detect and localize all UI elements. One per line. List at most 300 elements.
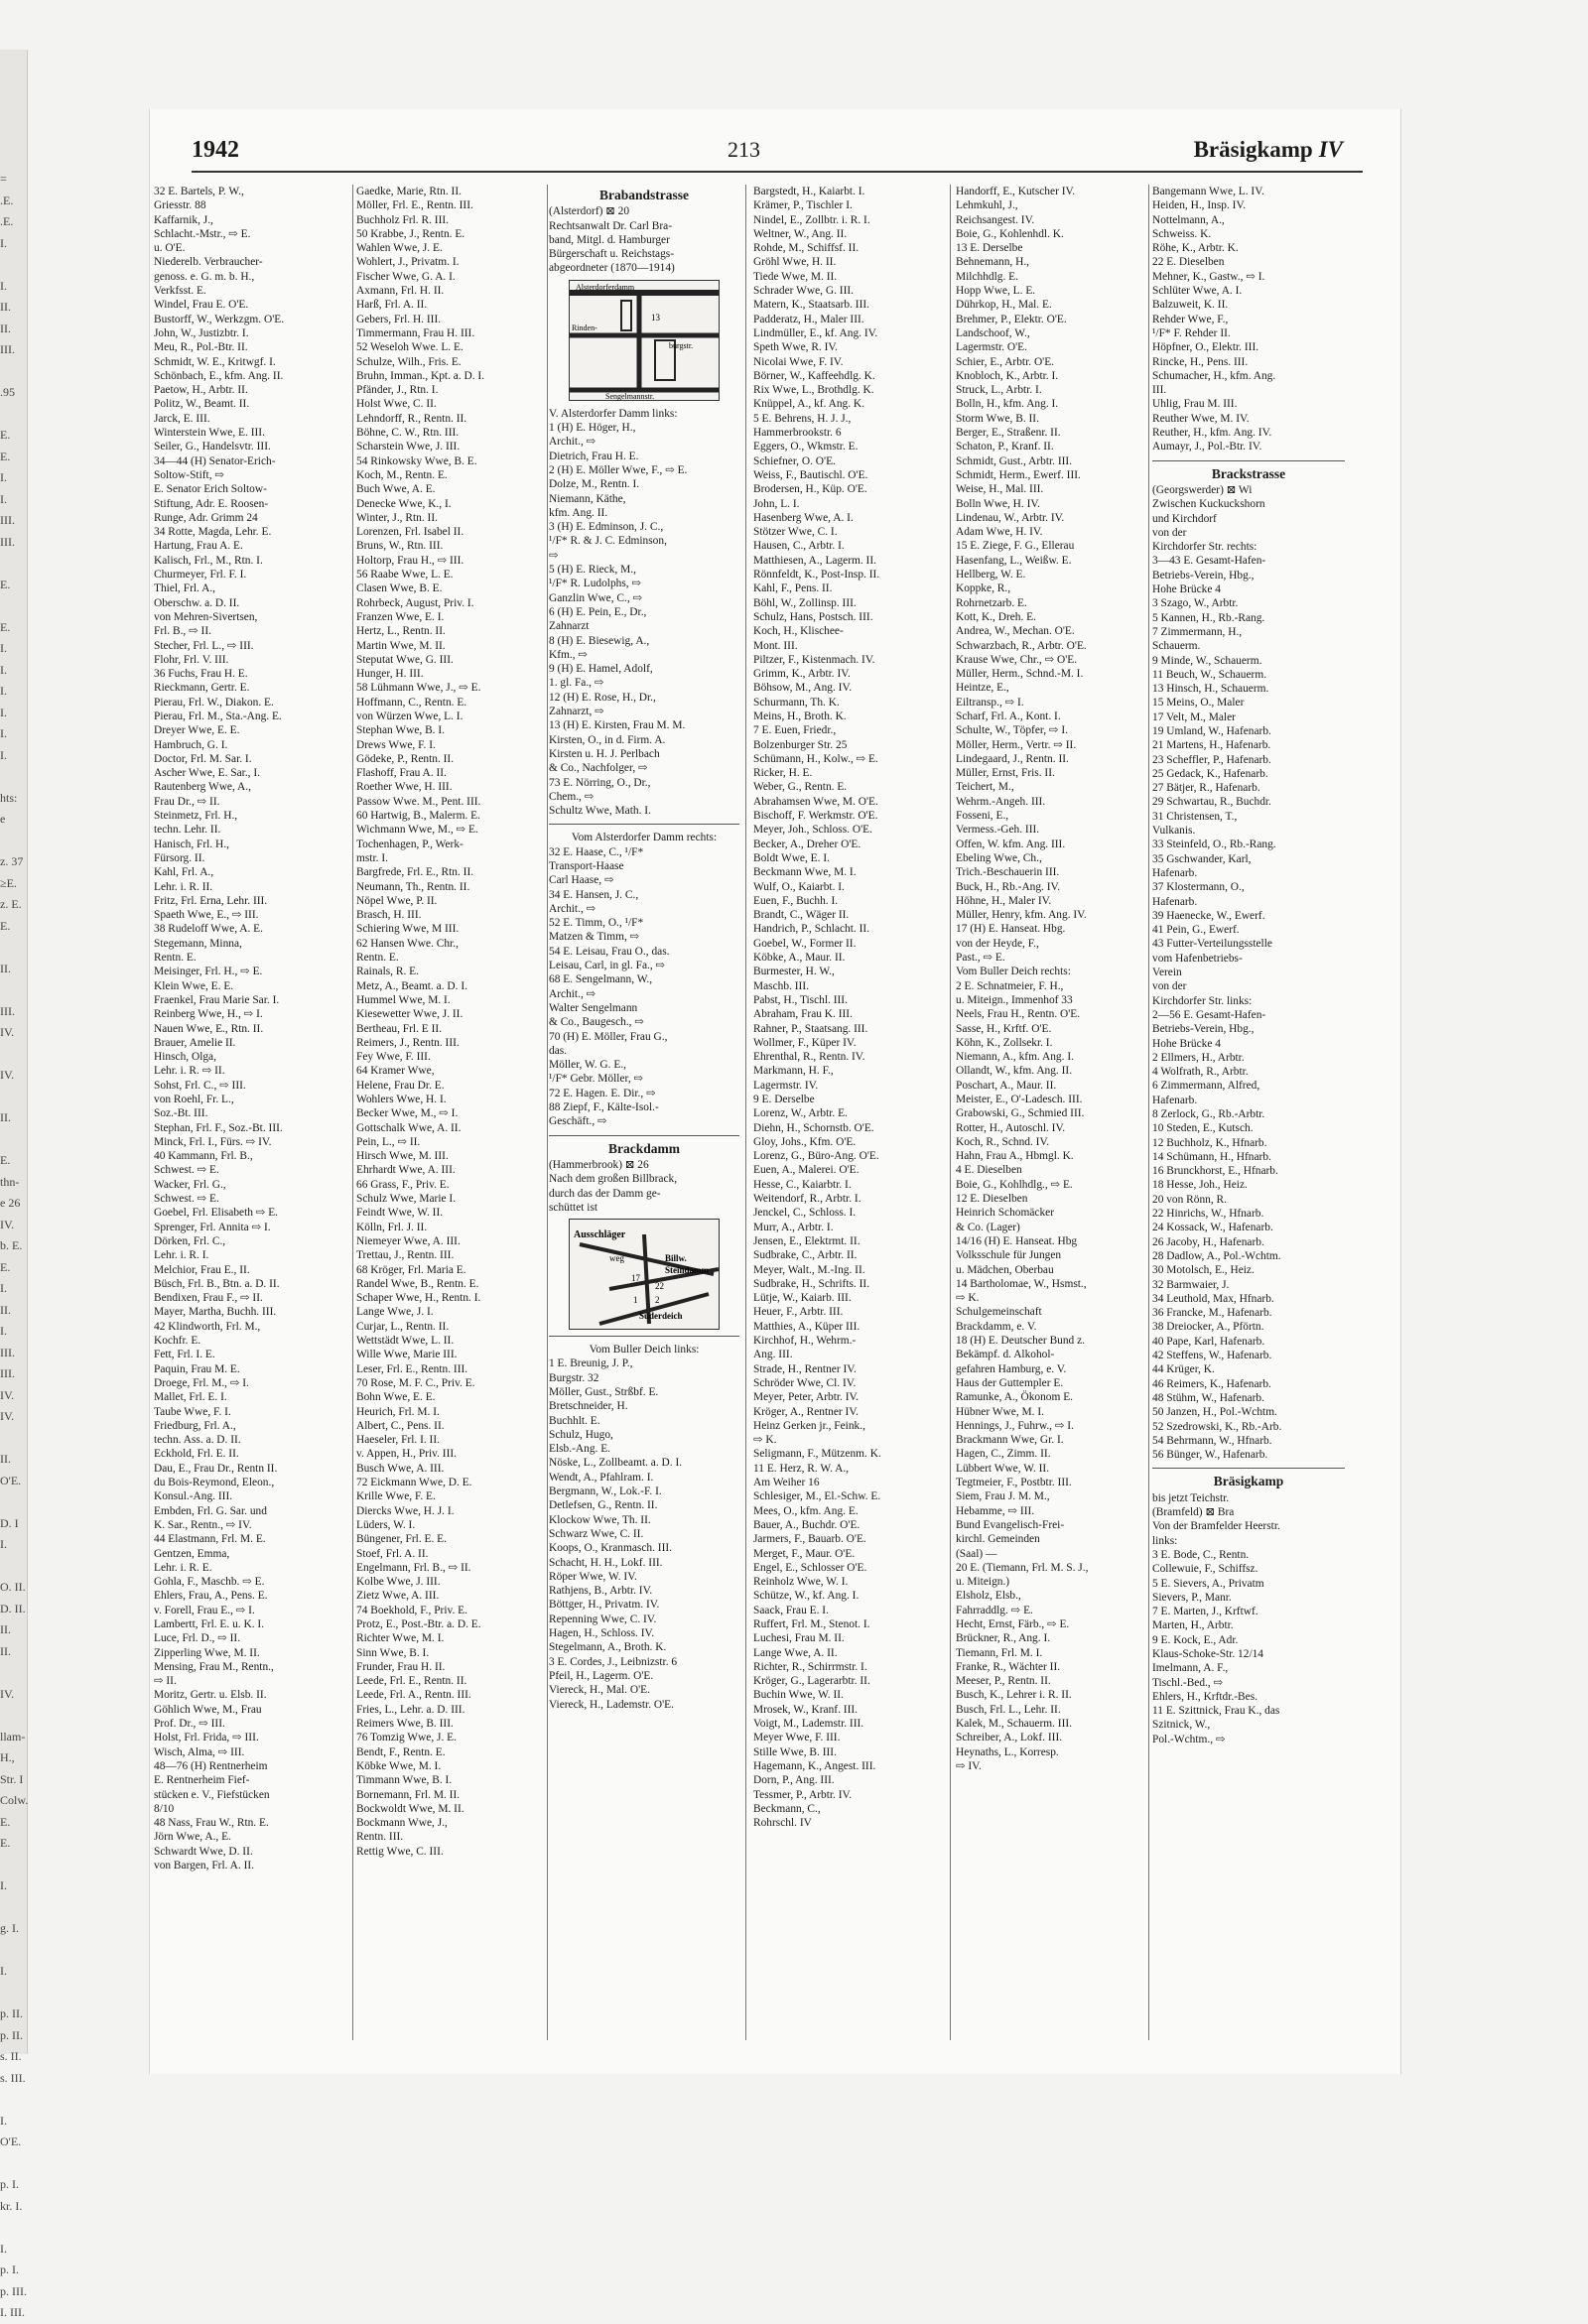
directory-line: Koch, R., Schnd. IV. bbox=[956, 1135, 1050, 1148]
directory-line: Richter, R., Schirrmstr. I. bbox=[753, 1660, 867, 1673]
strip-fragment: II. bbox=[0, 1622, 11, 1636]
directory-line: 68 E. Sengelmann, W., bbox=[549, 973, 653, 986]
directory-line: Sasse, H., Krftf. O'E. bbox=[956, 1022, 1052, 1035]
map-label: burgstr. bbox=[669, 340, 694, 350]
directory-line: Marten, H., Arbtr. bbox=[1152, 1619, 1234, 1632]
directory-line: Viereck, H., Lademstr. O'E. bbox=[549, 1698, 674, 1711]
strip-fragment: ≥E. bbox=[0, 875, 17, 890]
directory-line: durch das der Damm ge- bbox=[549, 1187, 661, 1200]
directory-line: Rieckmann, Gertr. E. bbox=[154, 682, 250, 695]
directory-line: 74 Boekhold, F., Priv. E. bbox=[356, 1604, 467, 1616]
directory-line: Bockwoldt Wwe, M. II. bbox=[356, 1802, 464, 1815]
directory-line: Kirsten, O., in d. Firm. A. bbox=[549, 733, 666, 746]
directory-line: Mehner, K., Gastw., ⇨ I. bbox=[1152, 270, 1265, 283]
directory-line: Past., ⇨ E. bbox=[956, 952, 1005, 965]
directory-line: Schmidt, W. E., Kritwgf. I. bbox=[154, 355, 276, 368]
directory-line: Reichsangest. IV. bbox=[956, 213, 1035, 226]
directory-line: Soz.-Bt. III. bbox=[154, 1107, 208, 1120]
entries bbox=[549, 1356, 739, 1711]
directory-line: Rentn. E. bbox=[356, 952, 399, 965]
directory-line: 1 (H) E. Höger, H., bbox=[549, 422, 636, 435]
directory-line: Boldt Wwe, E. I. bbox=[753, 851, 830, 864]
directory-line: Nöpel Wwe, P. II. bbox=[356, 894, 438, 907]
subsection-title: Vom Alsterdorfer Damm rechts: bbox=[571, 832, 718, 844]
directory-line: Behnemann, H., bbox=[956, 256, 1030, 269]
directory-line: 54 Behrmann, W., Hfnarb. bbox=[1152, 1434, 1272, 1447]
street-map-brackdamm bbox=[569, 1219, 720, 1330]
directory-line: Mensing, Frau M., Rentn., bbox=[154, 1660, 274, 1673]
strip-fragment bbox=[0, 1662, 27, 1684]
map-drawing bbox=[570, 281, 719, 400]
directory-line: kirchl. Gemeinden bbox=[956, 1533, 1040, 1546]
strip-fragment bbox=[0, 979, 27, 1001]
directory-line: Bolln Wwe, H. IV. bbox=[956, 497, 1041, 510]
directory-line: Franzen Wwe, E. I. bbox=[356, 610, 445, 623]
directory-line: Bockmann Wwe, J., bbox=[356, 1817, 448, 1830]
directory-line: ¹/F* F. Rehder II. bbox=[1152, 326, 1231, 339]
directory-line: Weitendorf, R., Arbtr. I. bbox=[753, 1193, 861, 1206]
directory-line: Fett, Frl. I. E. bbox=[154, 1349, 215, 1361]
strip-fragment bbox=[0, 553, 27, 575]
strip-fragment: .E. bbox=[0, 214, 14, 228]
column-2 bbox=[356, 185, 545, 2050]
directory-line: Clasen Wwe, B. E. bbox=[356, 582, 443, 595]
directory-line: Stegelmann, A., Broth. K. bbox=[549, 1641, 667, 1654]
directory-line: Meisinger, Frl. H., ⇨ E. bbox=[154, 966, 263, 978]
directory-line: 9 E. Kock, E., Adr. bbox=[1152, 1633, 1239, 1646]
directory-line: Archit., ⇨ bbox=[549, 902, 596, 915]
strip-fragment: thn- bbox=[0, 1174, 20, 1189]
directory-line: Böhne, C. W., Rtn. III. bbox=[356, 427, 460, 440]
directory-line: Betriebs-Verein, Hbg., bbox=[1152, 569, 1255, 581]
directory-line: 5 (H) E. Rieck, M., bbox=[549, 564, 636, 577]
strip-fragment: O. II. bbox=[0, 1580, 26, 1594]
directory-line: Schulz Wwe, Marie I. bbox=[356, 1193, 457, 1206]
directory-line: Schwarz Wwe, C. II. bbox=[549, 1527, 644, 1540]
strip-fragment bbox=[0, 1983, 27, 2004]
directory-line: Pierau, Frl. W., Diakon. E. bbox=[154, 696, 274, 709]
directory-line: 66 Grass, F., Priv. E. bbox=[356, 1178, 450, 1191]
directory-line: Burmester, H. W., bbox=[753, 966, 835, 978]
directory-line: 44 Krüger, K. bbox=[1152, 1363, 1215, 1376]
directory-line: Stoef, Frl. A. II. bbox=[356, 1547, 429, 1560]
directory-line: Sudbrake, C., Arbtr. II. bbox=[753, 1249, 858, 1262]
strip-fragment: E. bbox=[0, 1814, 11, 1829]
map-label: 22 bbox=[655, 1281, 664, 1292]
directory-line: Müller, Henry, kfm. Ang. IV. bbox=[956, 909, 1087, 922]
directory-line: Fries, L., Lehr. a. D. III. bbox=[356, 1703, 465, 1716]
directory-line: 26 Jacoby, H., Hafenarb. bbox=[1152, 1235, 1264, 1248]
directory-line: 12 Buchholz, K., Hfnarb. bbox=[1152, 1136, 1267, 1149]
strip-fragment bbox=[0, 1705, 27, 1727]
directory-line: Lübbert Wwe, W. II. bbox=[956, 1462, 1050, 1475]
directory-line: Friedburg, Frl. A., bbox=[154, 1419, 236, 1432]
directory-line: Politz, W., Beamt. II. bbox=[154, 398, 250, 411]
directory-line: 43 Futter-Verteilungsstelle bbox=[1152, 938, 1272, 951]
directory-line: Niederelb. Verbraucher- bbox=[154, 256, 263, 269]
directory-line: Wohlert, J., Privatm. I. bbox=[356, 256, 460, 269]
directory-line: Sinn Wwe, B. I. bbox=[356, 1646, 430, 1659]
directory-line: Drews Wwe, F. I. bbox=[356, 738, 436, 751]
directory-line: Ehrenthal, R., Rentn. IV. bbox=[753, 1051, 865, 1064]
directory-line: links: bbox=[1152, 1534, 1178, 1547]
directory-line: Burgstr. 32 bbox=[549, 1371, 599, 1384]
directory-line: Rettig Wwe, C. III. bbox=[356, 1845, 444, 1858]
directory-line: Schwest. ⇨ E. bbox=[154, 1164, 219, 1177]
directory-line: Schiering Wwe, M III. bbox=[356, 923, 460, 936]
column-1 bbox=[154, 185, 348, 2050]
strip-fragment bbox=[0, 1855, 27, 1876]
directory-line: Wulf, O., Kaiarbt. I. bbox=[753, 880, 845, 893]
directory-line: 15 Meins, O., Maler bbox=[1152, 697, 1245, 710]
map-label: Rinden- bbox=[572, 323, 597, 332]
directory-line: Niemann, A., kfm. Ang. I. bbox=[956, 1051, 1074, 1064]
directory-line: Schumacher, H., kfm. Ang. bbox=[1152, 369, 1276, 382]
directory-line: Reimers Wwe, B. III. bbox=[356, 1718, 454, 1731]
directory-line: Mallet, Frl. E. I. bbox=[154, 1391, 227, 1404]
strip-fragment: p. III. bbox=[0, 2283, 27, 2298]
street-map-brabandstrasse bbox=[569, 280, 720, 401]
directory-line: Wahlen Wwe, J. E. bbox=[356, 242, 443, 255]
directory-line: schüttet ist bbox=[549, 1201, 598, 1214]
directory-line: 40 Kammann, Frl. B., bbox=[154, 1150, 253, 1163]
directory-line: Hagen, H., Schloss. IV. bbox=[549, 1627, 655, 1640]
directory-line: Meu, R., Pol.-Btr. II. bbox=[154, 341, 248, 354]
directory-line: Hoffmann, C., Rentn. E. bbox=[356, 696, 467, 709]
directory-line: Hafenarb. bbox=[1152, 866, 1198, 879]
directory-line: Schümann, H., Kolw., ⇨ E. bbox=[753, 752, 878, 765]
strip-fragment: = bbox=[0, 172, 7, 186]
directory-line: 73 E. Nörring, O., Dr., bbox=[549, 776, 651, 789]
column-6 bbox=[1152, 185, 1345, 2050]
directory-line: Von der Bramfelder Heerstr. bbox=[1152, 1520, 1280, 1533]
directory-line: 21 Martens, H., Hafenarb. bbox=[1152, 739, 1271, 752]
directory-line: 10 Steden, E., Kutsch. bbox=[1152, 1122, 1254, 1135]
directory-line: Bargstedt, H., Kaiarbt. I. bbox=[753, 186, 865, 197]
directory-line: Heinrich Schomäcker bbox=[956, 1207, 1054, 1220]
directory-line: 64 Kramer Wwe, bbox=[356, 1065, 435, 1078]
directory-line: Bruhn, Imman., Kpt. a. D. I. bbox=[356, 369, 485, 382]
directory-line: 6 (H) E. Pein, E., Dr., bbox=[549, 605, 647, 618]
directory-line: Lorenzen, Frl. Isabel II. bbox=[356, 526, 464, 539]
directory-line: Stötzer Wwe, C. I. bbox=[753, 526, 838, 539]
strip-fragment: E. bbox=[0, 1153, 11, 1167]
directory-line: Bruns, W., Rtn. III. bbox=[356, 540, 444, 553]
directory-line: Geschäft., ⇨ bbox=[549, 1115, 607, 1128]
directory-line: Tischl.-Bed., ⇨ bbox=[1152, 1676, 1224, 1689]
directory-line: Metz, A., Beamt. a. D. I. bbox=[356, 979, 467, 992]
directory-line: 72 Eickmann Wwe, D. E. bbox=[356, 1477, 472, 1489]
directory-line: Timmann Wwe, B. I. bbox=[356, 1774, 453, 1787]
directory-line: V. Alsterdorfer Damm links: bbox=[549, 407, 678, 420]
directory-line: Meister, E., O'-Ladesch. III. bbox=[956, 1094, 1083, 1105]
directory-line: Martin Wwe, M. II. bbox=[356, 639, 446, 652]
directory-line: Franke, R., Wächter II. bbox=[956, 1660, 1061, 1673]
strip-fragment: I. bbox=[0, 491, 7, 506]
directory-line: Reimers, J., Rentn. III. bbox=[356, 1036, 460, 1049]
directory-line: von der bbox=[1152, 526, 1187, 539]
directory-line: 11 E. Herz, R. W. A., bbox=[753, 1462, 850, 1475]
subsection-title: Vom Buller Deich links: bbox=[589, 1344, 700, 1356]
directory-line: Rainals, R. E. bbox=[356, 966, 419, 978]
directory-line: Bischoff, F. Werkmstr. O'E. bbox=[753, 810, 878, 823]
directory-line: Passow Wwe. M., Pent. III. bbox=[356, 795, 481, 808]
directory-line: Möller, Herm., Vertr. ⇨ II. bbox=[956, 738, 1077, 751]
directory-line: Rentn. III. bbox=[356, 1831, 404, 1844]
directory-line: Reuther, H., kfm. Ang. IV. bbox=[1152, 427, 1272, 440]
directory-line: Rautenberg Wwe, A., bbox=[154, 781, 251, 794]
directory-line: E. Senator Erich Soltow- bbox=[154, 483, 267, 496]
strip-fragment: IV. bbox=[0, 1217, 15, 1231]
directory-line: Tiemann, Frl. M. I. bbox=[956, 1646, 1043, 1659]
directory-line: Brandt, C., Wäger II. bbox=[753, 909, 850, 922]
directory-line: 46 Reimers, K., Hafenarb. bbox=[1152, 1377, 1271, 1390]
directory-line: Walter Sengelmann bbox=[549, 1001, 638, 1014]
directory-line: Euen, A., Malerei. O'E. bbox=[753, 1164, 860, 1177]
directory-line: Feindt Wwe, W. II. bbox=[356, 1207, 444, 1220]
directory-line: (Saal) — bbox=[956, 1547, 997, 1560]
directory-line: 54 E. Leisau, Frau O., das. bbox=[549, 945, 670, 958]
strip-fragment bbox=[0, 1491, 27, 1513]
directory-line: Szitnick, W., bbox=[1152, 1719, 1211, 1732]
strip-fragment: I. bbox=[0, 641, 7, 655]
directory-line: Börner, W., Kaffeehdlg. K. bbox=[753, 369, 875, 382]
directory-line: Engelmann, Frl. B., ⇨ II. bbox=[356, 1561, 471, 1574]
directory-line: Pein, L., ⇨ II. bbox=[356, 1135, 421, 1148]
directory-line: Kröger, A., Rentner IV. bbox=[753, 1405, 859, 1418]
directory-line: III. bbox=[1152, 384, 1167, 397]
directory-line: Imelmann, A. F., bbox=[1152, 1662, 1229, 1675]
map-label: 2 bbox=[655, 1295, 660, 1306]
directory-line: Stiftung, Adr. E. Roosen- bbox=[154, 497, 269, 510]
directory-line: Repenning Wwe, C. IV. bbox=[549, 1613, 657, 1625]
strip-fragment: Colw. bbox=[0, 1793, 29, 1807]
directory-line: Churmeyer, Frl. F. I. bbox=[154, 569, 247, 581]
strip-fragment: E. bbox=[0, 1836, 11, 1850]
directory-line: Büngener, Frl. E. E. bbox=[356, 1533, 447, 1546]
directory-line: Kalek, M., Schauerm. III. bbox=[956, 1718, 1073, 1731]
directory-line: Ehlers, H., Krftdr.-Bes. bbox=[1152, 1690, 1257, 1703]
directory-line: Schulz, Hugo, bbox=[549, 1428, 613, 1441]
strip-fragment: kr. I. bbox=[0, 2198, 23, 2213]
directory-line: Bertheau, Frl. E II. bbox=[356, 1022, 443, 1035]
directory-line: Leede, Frl. E., Rentn. II. bbox=[356, 1675, 467, 1688]
directory-line: Büsch, Frl. B., Btn. a. D. II. bbox=[154, 1277, 280, 1290]
directory-line: Meeser, P., Rentn. II. bbox=[956, 1675, 1051, 1688]
strip-fragment: I. bbox=[0, 684, 7, 698]
directory-line: Sprenger, Frl. Annita ⇨ I. bbox=[154, 1221, 271, 1233]
directory-line: Verkfsst. E. bbox=[154, 285, 206, 298]
directory-line: Boie, G., Kohlenhdl. K. bbox=[956, 227, 1064, 240]
directory-line: K. Sar., Rentn., ⇨ IV. bbox=[154, 1518, 252, 1531]
strip-fragment: .95 bbox=[0, 385, 15, 399]
directory-line: techn. Ass. a. D. II. bbox=[154, 1434, 241, 1447]
directory-line: Klein Wwe, E. E. bbox=[154, 979, 234, 992]
directory-line: Lehr. i. R. I. bbox=[154, 1249, 209, 1262]
directory-line: Lagermstr. IV. bbox=[753, 1079, 819, 1092]
directory-line: Maschb. III. bbox=[753, 979, 809, 992]
strip-fragment: I. bbox=[0, 470, 7, 484]
strip-fragment: s. III. bbox=[0, 2070, 26, 2085]
directory-line: Bolln, H., kfm. Ang. I. bbox=[956, 398, 1059, 411]
directory-line: 3—43 E. Gesamt-Hafen- bbox=[1152, 555, 1266, 568]
strip-fragment: O'E. bbox=[0, 2134, 22, 2148]
directory-line: Nach dem großen Billbrack, bbox=[549, 1173, 678, 1186]
directory-line: Oberschw. a. D. II. bbox=[154, 596, 240, 609]
strip-fragment: z. 37 bbox=[0, 854, 24, 868]
directory-line: 38 Dreiocker, A., Pförtn. bbox=[1152, 1321, 1264, 1334]
directory-line: Knobloch, K., Arbtr. I. bbox=[956, 369, 1059, 382]
directory-line: Volksschule für Jungen bbox=[956, 1249, 1062, 1262]
directory-line: Ebeling Wwe, Ch., bbox=[956, 851, 1042, 864]
directory-line: 17 Velt, M., Maler bbox=[1152, 710, 1236, 723]
directory-line: 70 (H) E. Möller, Frau G., bbox=[549, 1030, 668, 1043]
directory-line: Zahnarzt, ⇨ bbox=[549, 706, 604, 718]
directory-line: 34—44 (H) Senator-Erich- bbox=[154, 454, 276, 467]
directory-line: Trettau, J., Rentn. III. bbox=[356, 1249, 455, 1262]
directory-line: Brackmann Wwe, Gr. I. bbox=[956, 1434, 1064, 1447]
directory-line: Meyer Wwe, F. III. bbox=[753, 1732, 841, 1744]
directory-line: Schiefner, O. O'E. bbox=[753, 454, 836, 467]
directory-line: Nicolai Wwe, F. IV. bbox=[753, 355, 844, 368]
directory-line: Heiden, H., Insp. IV. bbox=[1152, 199, 1247, 212]
directory-line: Betriebs-Verein, Hbg., bbox=[1152, 1023, 1255, 1036]
directory-line: Mayer, Martha, Buchh. III. bbox=[154, 1306, 277, 1319]
directory-line: Strade, H., Rentner IV. bbox=[753, 1362, 857, 1375]
directory-line: Bendt, F., Rentn. E. bbox=[356, 1745, 446, 1758]
directory-line: Köbke Wwe, M. I. bbox=[356, 1759, 442, 1772]
directory-line: Dietrich, Frau H. E. bbox=[549, 450, 639, 462]
directory-line: Siem, Frau J. M. M., bbox=[956, 1490, 1050, 1503]
section-divider bbox=[549, 824, 739, 825]
strip-fragment: I. bbox=[0, 1324, 7, 1338]
directory-line: Becker, A., Dreher O'E. bbox=[753, 838, 861, 850]
directory-line: Möller, Frl. E., Rentn. III. bbox=[356, 199, 473, 212]
section-divider bbox=[1152, 460, 1345, 461]
directory-line: Schmidt, Gust., Arbtr. III. bbox=[956, 454, 1073, 467]
directory-line: 7 Zimmermann, H., bbox=[1152, 625, 1243, 638]
directory-line: Storm Wwe, B. II. bbox=[956, 412, 1039, 425]
directory-line: Prof. Dr., ⇨ III. bbox=[154, 1718, 225, 1731]
directory-line: Vulkanis. bbox=[1152, 825, 1196, 838]
directory-line: Hagemann, K., Angest. III. bbox=[753, 1759, 876, 1772]
directory-line: Kahl, F., Pens. II. bbox=[753, 582, 833, 595]
directory-line: Detlefsen, G., Rentn. II. bbox=[549, 1499, 658, 1512]
directory-line: Schweiss. K. bbox=[1152, 227, 1212, 240]
directory-line: Berger, E., Straßenr. II. bbox=[956, 427, 1061, 440]
directory-line: Offen, W. kfm. Ang. III. bbox=[956, 838, 1066, 850]
directory-line: Piltzer, F., Kistenmach. IV. bbox=[753, 653, 875, 666]
directory-line: 48—76 (H) Rentnerheim bbox=[154, 1759, 268, 1772]
map-label: 17 bbox=[631, 1273, 640, 1284]
directory-line: Reuther Wwe, M. IV. bbox=[1152, 412, 1250, 425]
directory-line: 7 E. Euen, Friedr., bbox=[753, 724, 837, 737]
directory-line: Bürgerschaft u. Reichstags- bbox=[549, 248, 675, 261]
directory-line: Dörken, Frl. C., bbox=[154, 1234, 226, 1247]
strip-fragment: I. bbox=[0, 1537, 7, 1551]
directory-line: Padderatz, H., Maler III. bbox=[753, 313, 864, 325]
directory-line: 40 Pape, Karl, Hafenarb. bbox=[1152, 1335, 1265, 1348]
section-divider bbox=[549, 1336, 739, 1337]
directory-line: Ricker, H. E. bbox=[753, 767, 813, 780]
header-street-name: Bräsigkamp bbox=[1193, 137, 1313, 162]
directory-line: Gödeke, P., Rentn. II. bbox=[356, 752, 455, 765]
directory-line: Heinz Gerken jr., Feink., bbox=[753, 1419, 865, 1432]
directory-line: Fey Wwe, F. III. bbox=[356, 1051, 431, 1064]
directory-line: Wettstädt Wwe, L. II. bbox=[356, 1335, 455, 1348]
directory-line: Heurich, Frl. M. I. bbox=[356, 1405, 440, 1418]
directory-line: Thiel, Frl. A., bbox=[154, 582, 216, 595]
directory-line: Heuer, F., Arbtr. III. bbox=[753, 1306, 844, 1319]
directory-line: Lehr. i. R. II. bbox=[154, 880, 213, 893]
directory-line: Lehr. i. R. ⇨ II. bbox=[154, 1065, 225, 1078]
directory-line: Mrosek, W., Kranf. III. bbox=[753, 1703, 859, 1716]
directory-line: Pabst, H., Tischl. III. bbox=[753, 993, 848, 1006]
directory-line: Stephan Wwe, B. I. bbox=[356, 724, 446, 737]
column-divider bbox=[1148, 185, 1149, 2040]
strip-fragment: IV. bbox=[0, 1068, 15, 1082]
map-label: Alsterdorferdamm bbox=[576, 282, 635, 292]
directory-line: 48 Stühm, W., Hafenarb. bbox=[1152, 1391, 1264, 1404]
directory-line: Rahner, P., Staatsang. III. bbox=[753, 1022, 868, 1035]
directory-line: Brasch, H. III. bbox=[356, 909, 422, 922]
directory-line: Schultz Wwe, Math. I. bbox=[549, 805, 651, 818]
directory-line: bis jetzt Teichstr. bbox=[1152, 1491, 1230, 1504]
strip-fragment: E. bbox=[0, 918, 11, 933]
directory-line: Denecke Wwe, K., I. bbox=[356, 497, 452, 510]
directory-line: Bretschneider, H. bbox=[549, 1400, 628, 1413]
directory-line: Fraenkel, Frau Marie Sar. I. bbox=[154, 993, 280, 1006]
directory-line: Schulte, W., Töpfer, ⇨ I. bbox=[956, 724, 1068, 737]
directory-line: Kiesewetter Wwe, J. II. bbox=[356, 1008, 463, 1021]
directory-line: 32 E. Haase, C., ¹/F* bbox=[549, 845, 644, 858]
strip-fragment: III. bbox=[0, 534, 15, 549]
directory-line: Melchior, Frau E., II. bbox=[154, 1263, 250, 1276]
directory-line: Verein bbox=[1152, 967, 1182, 979]
header-year: 1942 bbox=[192, 137, 239, 163]
directory-line: Bekämpf. d. Alkohol- bbox=[956, 1349, 1055, 1361]
directory-line: Curjar, L., Rentn. II. bbox=[356, 1320, 450, 1333]
directory-line: (Bramfeld) ⊠ Bra bbox=[1152, 1506, 1235, 1519]
directory-line: Wendt, A., Pfahlram. I. bbox=[549, 1471, 654, 1484]
directory-line: Schlüter Wwe, A. I. bbox=[1152, 285, 1243, 298]
directory-line: Rohrnetzarb. E. bbox=[956, 596, 1027, 609]
directory-line: Neels, Frau H., Rentn. O'E. bbox=[956, 1008, 1081, 1021]
directory-line: 5 E. Behrens, H. J. J., bbox=[753, 412, 852, 425]
directory-line: 54 Rinkowsky Wwe, B. E. bbox=[356, 454, 477, 467]
directory-line: Schulgemeinschaft bbox=[956, 1306, 1042, 1319]
entries bbox=[1152, 483, 1345, 1462]
directory-line: Spaeth Wwe, E., ⇨ III. bbox=[154, 909, 259, 922]
directory-line: Hahn, Frau A., Hbmgl. K. bbox=[956, 1150, 1074, 1163]
directory-line: Müller, Ernst, Fris. II. bbox=[956, 767, 1055, 780]
directory-line: Hafenarb. bbox=[1152, 1094, 1198, 1106]
directory-line: 16 Brunckhorst, E., Hfnarb. bbox=[1152, 1165, 1278, 1178]
directory-line: Schaton, P., Kranf. II. bbox=[956, 441, 1054, 453]
directory-line: ⇨ II. bbox=[154, 1675, 177, 1688]
directory-line: 56 Raabe Wwe, L. E. bbox=[356, 569, 454, 581]
directory-line: Poschart, A., Maur. II. bbox=[956, 1079, 1057, 1092]
directory-line: Mees, O., kfm. Ang. E. bbox=[753, 1504, 859, 1517]
directory-line: 1. gl. Fa., ⇨ bbox=[549, 677, 604, 690]
directory-line: Buchholz Frl. R. III. bbox=[356, 213, 450, 226]
strip-fragment: III. bbox=[0, 513, 15, 527]
directory-line: Hopp Wwe, L. E. bbox=[956, 285, 1036, 298]
directory-line: von Roehl, Fr. L., bbox=[154, 1094, 234, 1105]
directory-line: Hummel Wwe, M. I. bbox=[356, 993, 451, 1006]
directory-line: Krause Wwe, Chr., ⇨ O'E. bbox=[956, 653, 1078, 666]
directory-line: von Mehren-Sivertsen, bbox=[154, 610, 258, 623]
